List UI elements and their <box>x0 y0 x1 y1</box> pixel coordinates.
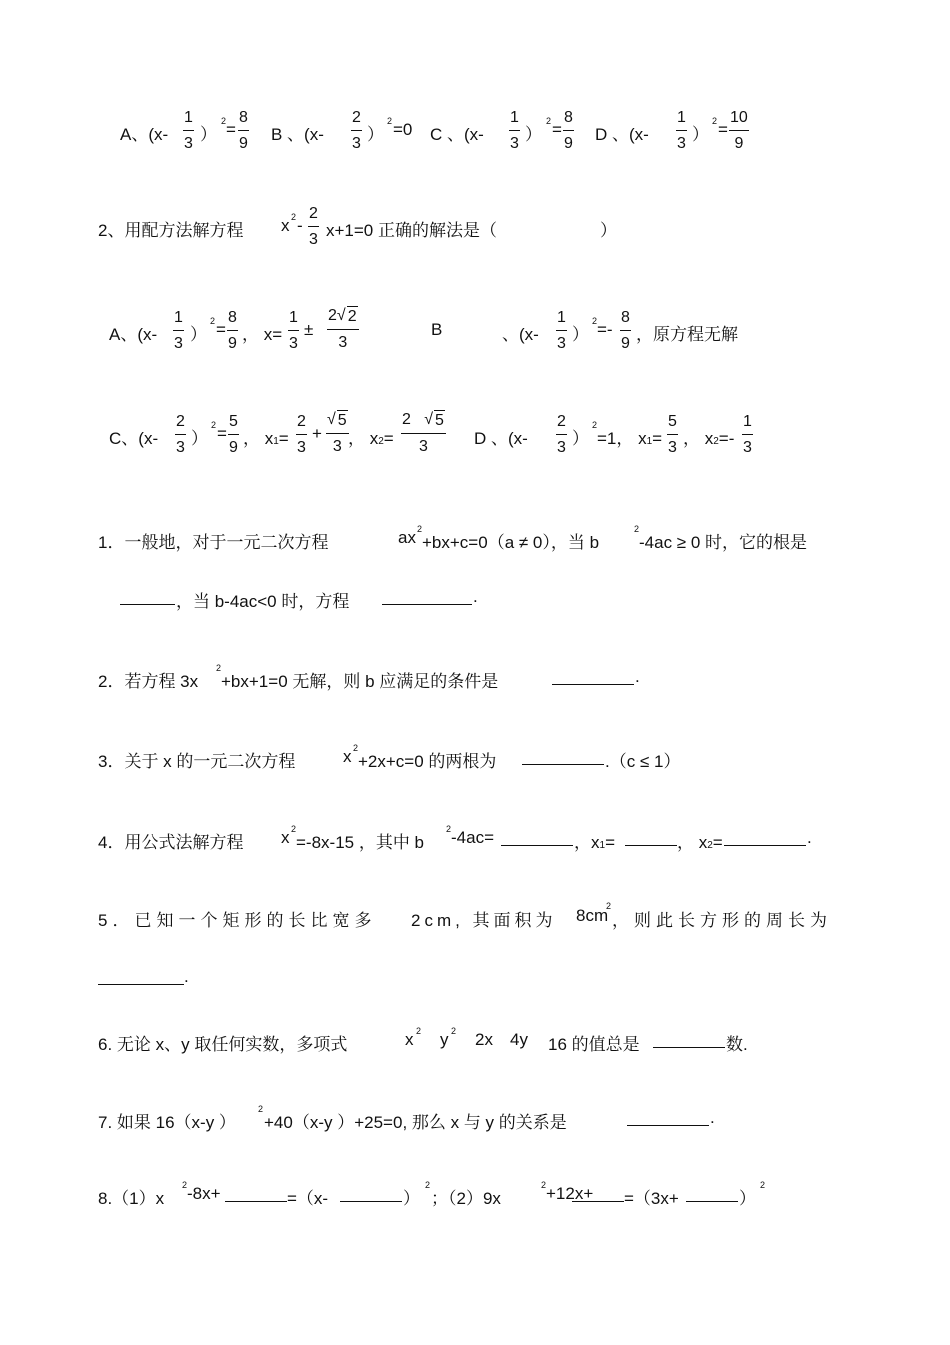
fill4-blank-2[interactable] <box>625 831 677 846</box>
q2-close-paren: ） <box>600 221 617 240</box>
q2-c-x1: ， x1= <box>243 429 289 448</box>
fill1-blank-1[interactable] <box>120 590 175 605</box>
sqrt-sign: √ 5 <box>424 411 444 429</box>
fill4-text-i: . <box>807 828 812 847</box>
q2-b-fraction: $\frac{1}{3}$ <box>557 309 566 352</box>
fill8-text-c: =（x- <box>287 1189 329 1208</box>
fill1-text-f: . <box>473 587 478 606</box>
fill6-text-b: x <box>405 1030 414 1049</box>
fill7-text-c: . <box>710 1108 715 1127</box>
q2-c-eq: = <box>217 424 227 443</box>
fill1-text-a: 1．一般地，对于一元二次方程 <box>98 533 329 552</box>
q2-b-label: B <box>431 320 443 339</box>
fill6-text-g: 数. <box>726 1035 748 1054</box>
q2-a-plus-minus: ± <box>304 320 314 339</box>
fill5-text-a: 5．已知一个矩形的长比宽多 <box>98 911 377 930</box>
option-c-paren: ） <box>525 125 542 144</box>
fill8-exponent-3: 2 <box>541 1180 547 1190</box>
q2-d-x1-fraction: $\frac{5}{3}$ <box>668 413 677 456</box>
option-d-label: D 、(x- <box>595 125 649 144</box>
option-b-paren: ） <box>367 125 384 144</box>
q2-a-exponent: 2 <box>210 316 216 326</box>
q2-a-x-fraction: $\frac{1}{3}$ <box>289 309 298 352</box>
fill1-text-b: ax <box>398 528 416 547</box>
option-a-fraction: $\frac{1}{3}$ <box>184 109 193 152</box>
fill4-text-d: -4ac= <box>451 828 494 847</box>
fill5-text-e: . <box>184 967 189 986</box>
option-c-rhs: $\frac{8}{9}$ <box>564 109 573 152</box>
option-b-label: B 、(x- <box>271 125 324 144</box>
option-a-paren: ） <box>200 125 217 144</box>
q2-b-exponent: 2 <box>592 316 598 326</box>
fill4-blank-1[interactable] <box>501 831 573 846</box>
fill2-text-a: 2．若方程 3x <box>98 672 199 691</box>
q2-exponent: 2 <box>291 212 297 222</box>
option-d-rhs: $\frac{10}{9}$ <box>730 109 748 152</box>
fill4-text-a: 4．用公式法解方程 <box>98 833 244 852</box>
fill6-text-e: 4y <box>510 1030 528 1049</box>
option-a-eq: = <box>226 120 236 139</box>
q2-a-x-eq: ， x= <box>242 325 283 344</box>
q2-d-paren: ） <box>572 429 589 448</box>
fill2-text-b: +bx+1=0 无解，则 b 应满足的条件是 <box>221 672 499 691</box>
fill8-text-a: 8.（1）x <box>98 1189 165 1208</box>
q2-b-rhs: $\frac{8}{9}$ <box>621 309 630 352</box>
q2-b-eq: =- <box>597 320 613 339</box>
fill6-text-a: 6. 无论 x、y 取任何实数，多项式 <box>98 1035 348 1054</box>
option-b-fraction: $\frac{2}{3}$ <box>352 109 361 152</box>
fill4-x2: ， x2= <box>677 833 723 852</box>
fill8-text-e: ；（2）9x <box>431 1189 501 1208</box>
fill1-text-c: +bx+c=0（a ≠ 0），当 b <box>422 533 600 552</box>
fill5-text-d: ，则此长方形的周长为 <box>612 911 832 930</box>
q2-b-label-2: 、(x- <box>502 325 539 344</box>
fill2-exponent: 2 <box>216 663 222 673</box>
fill7-text-b: +40（x-y ）+25=0, 那么 x 与 y 的关系是 <box>264 1113 567 1132</box>
fill5-blank[interactable] <box>98 970 184 985</box>
fill8-blank-4[interactable] <box>686 1187 738 1202</box>
option-d-fraction: $\frac{1}{3}$ <box>677 109 686 152</box>
q2-d-label: D 、(x- <box>474 429 528 448</box>
fill3-text-d: .（c ≤ 1） <box>605 752 681 771</box>
fill3-text-b: x <box>343 747 352 766</box>
fill6-text-f: 16 的值总是 <box>548 1035 640 1054</box>
fill8-text-g: =（3x+ <box>624 1189 679 1208</box>
fill8-blank-3[interactable] <box>572 1187 624 1202</box>
fill3-text-c: +2x+c=0 的两根为 <box>358 752 497 771</box>
q2-c-x2: ， x2= <box>348 429 394 448</box>
q2-c-paren: ） <box>191 429 208 448</box>
q2-a-fraction: $\frac{1}{3}$ <box>174 309 183 352</box>
fill4-blank-3[interactable] <box>724 831 806 846</box>
option-c-fraction: $\frac{1}{3}$ <box>510 109 519 152</box>
fill8-text-h: ） <box>739 1189 756 1208</box>
fill2-text-c: . <box>635 667 640 686</box>
fill6-exponent-2: 2 <box>451 1026 457 1036</box>
fill4-exponent-1: 2 <box>291 824 297 834</box>
q2-d-x1: =1， x1= <box>597 429 663 448</box>
fill4-exponent-2: 2 <box>446 824 452 834</box>
q2-minus: - <box>297 216 303 235</box>
q2-b-paren: ） <box>572 325 589 344</box>
option-d-exponent: 2 <box>712 116 718 126</box>
option-b-exponent: 2 <box>387 116 393 126</box>
fill8-text-b: -8x+ <box>187 1184 221 1203</box>
fill3-exponent: 2 <box>353 743 359 753</box>
option-c-exponent: 2 <box>546 116 552 126</box>
fill1-blank-2[interactable] <box>382 590 472 605</box>
q2-c-x1-sqrt-fraction: √ 5 3 <box>327 411 347 455</box>
option-c-label: C 、(x- <box>430 125 484 144</box>
fill6-exponent-1: 2 <box>416 1026 422 1036</box>
q2-c-rhs: $\frac{5}{9}$ <box>229 413 238 456</box>
q2-a-eq: = <box>216 320 226 339</box>
q2-b-tail: ，原方程无解 <box>636 325 738 344</box>
fill2-blank[interactable] <box>552 670 634 685</box>
option-b-eq: =0 <box>393 120 413 139</box>
q2-a-rhs: $\frac{8}{9}$ <box>228 309 237 352</box>
fill6-text-d: 2x <box>475 1030 493 1049</box>
fill6-blank[interactable] <box>653 1033 725 1048</box>
option-a-rhs: $\frac{8}{9}$ <box>239 109 248 152</box>
sqrt-sign: √ 2 <box>336 307 357 325</box>
q2-c-exponent: 2 <box>211 420 217 430</box>
q2-d-fraction: $\frac{2}{3}$ <box>557 413 566 456</box>
fill8-text-f: +12x+ <box>546 1184 594 1203</box>
option-d-paren: ） <box>692 125 709 144</box>
fill7-exponent: 2 <box>258 1104 264 1114</box>
fill1-text-e: ，当 b-4ac<0 时，方程 <box>176 592 350 611</box>
fill5-exponent: 2 <box>606 901 612 911</box>
q2-a-sqrt-fraction: 2√ 2 3 <box>328 307 357 351</box>
q2-c-label: C、(x- <box>109 429 159 448</box>
fill8-text-d: ） <box>403 1189 420 1208</box>
fill8-blank-1[interactable] <box>225 1187 287 1202</box>
q2-stem-start: 2、用配方法解方程 <box>98 221 244 240</box>
q2-d-exponent: 2 <box>592 420 598 430</box>
option-d-eq: = <box>718 120 728 139</box>
q2-c-fraction: $\frac{2}{3}$ <box>176 413 185 456</box>
fill6-text-c: y <box>440 1030 449 1049</box>
option-a-exponent: 2 <box>221 116 227 126</box>
fill8-blank-2[interactable] <box>340 1187 402 1202</box>
q2-a-label: A、(x- <box>109 325 158 344</box>
fill3-text-a: 3．关于 x 的一元二次方程 <box>98 752 296 771</box>
q2-d-x2-fraction: $\frac{1}{3}$ <box>743 413 752 456</box>
q2-x: x <box>281 216 290 235</box>
fill7-text-a: 7. 如果 16（x-y ） <box>98 1113 236 1132</box>
fill4-text-c: =-8x-15 ，其中 b <box>296 833 425 852</box>
fill1-exponent-2: 2 <box>634 524 640 534</box>
option-c-eq: = <box>552 120 562 139</box>
q2-c-x2-fraction: 2 √ 5 3 <box>402 411 444 455</box>
option-a-label: A、(x- <box>120 125 169 144</box>
fill7-blank[interactable] <box>627 1111 709 1126</box>
fill3-blank[interactable] <box>522 750 604 765</box>
fill5-text-b: 2cm, 其面积为 <box>411 911 557 930</box>
fill8-exponent-2: 2 <box>425 1180 431 1190</box>
fill1-exponent-1: 2 <box>417 524 423 534</box>
fill8-exponent-4: 2 <box>760 1180 766 1190</box>
fill4-x1: ，x1= <box>574 833 615 852</box>
q2-c-plus: + <box>312 424 322 443</box>
fill1-text-d: -4ac ≥ 0 时，它的根是 <box>639 533 808 552</box>
q2-stem-end: x+1=0 正确的解法是（ <box>326 221 497 240</box>
fill4-text-b: x <box>281 828 290 847</box>
q2-fraction: $\frac{2}{3}$ <box>309 205 318 248</box>
fill5-text-c: 8cm <box>576 906 609 925</box>
q2-a-paren: ） <box>190 325 207 344</box>
q2-d-x2: ， x2=- <box>683 429 735 448</box>
q2-c-x1-fraction: $\frac{2}{3}$ <box>297 413 306 456</box>
fill8-exponent-1: 2 <box>182 1180 188 1190</box>
sqrt-sign: √ 5 <box>327 411 347 429</box>
